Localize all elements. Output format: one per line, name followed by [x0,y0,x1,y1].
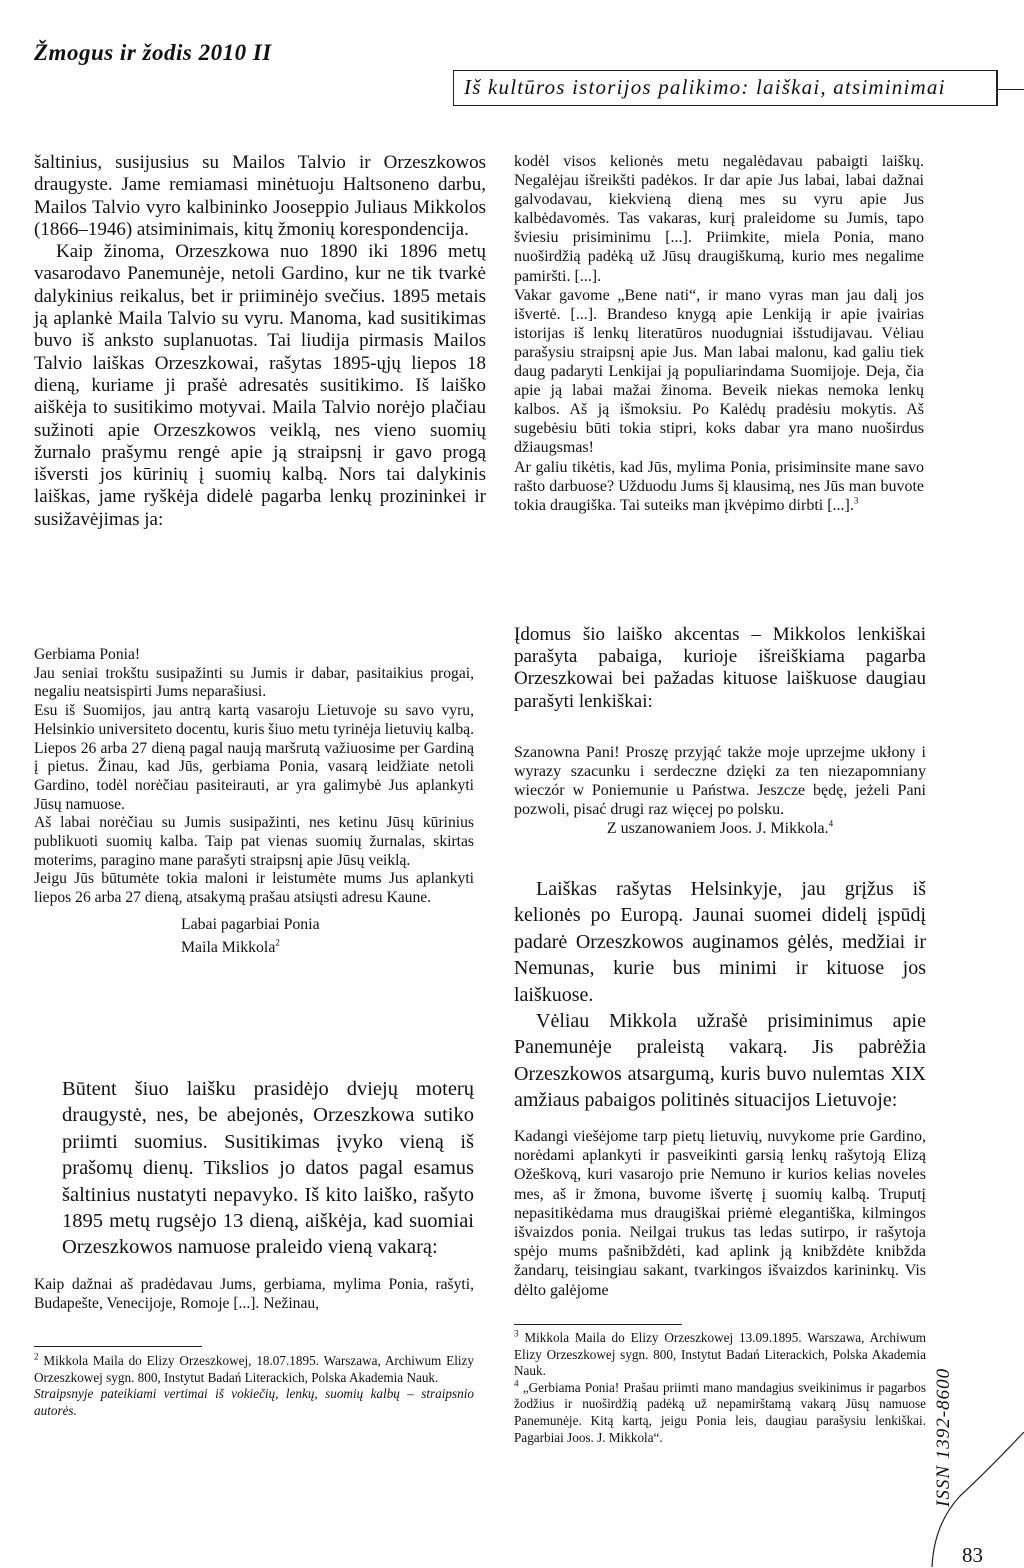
footnote-2-note: Straipsnyje pateikiami vertimai iš vokiečių, lenkų, suomių kalbų – straipsnio autorės. [34,1386,474,1418]
left-paragraph-3: Būtent šiuo laišku prasidėjo dviejų moterų draugystė, nes, be abejonės, Orzeszkowa sutiko priimti suomius. Susitikimas įvyko vieną iš prašomų dienų. Tikslios jo datos pagal esamus šaltinius nustatyti nepavyko. Iš kito laiško, rašyto 1895 metų rugsėjo 13 dieną, aiškėja, kad suomiai Orzeszkowos namuose praleido vieną vakarą: [62,1078,474,1259]
letter-line: Jeigu Jūs būtumėte tokia maloni ir leistumėte mums Jus aplankyti liepos 26 arba 27 dieną, atsakymą prašau atsiųsti adresu Kaune. [34,870,474,907]
left-column [34,152,486,531]
right-paragraph-3: Vėliau Mikkola užrašė prisiminimus apie Panemunėje praleistą vakarą. Jis pabrėžia Orzeszkowos atsargumą, kuris buvo nulemtas XIX amžiaus pabaigos politinės situacijos Lietuvoje: [514,1010,926,1112]
footnote-3: $^3$ Mikkola Maila do Elizy Orzeszkowej 13.09.1895. Warszawa, Archiwum Elizy Orzeszkowej sygn. 800, Instytut Badań Literackich, Polska Akademia Nauk. [514,1328,926,1379]
letter-line: Esu iš Suomijos, jau antrą kartą vasaroju Lietuvoje su savo vyru, Helsinkio universiteto docentu, kuris šiuo metu tyrinėja lietuvių kalbą. Liepos 26 arba 27 dieną pagal naują maršrutą važiuosime per Gardiną į pietus. Žinau, kad Jūs, gerbiama Ponia, vasarą leidžiate netoli Gardino, todėl norėčiau pasiteirauti, ar yra galimybė Jus aplankyti Jūsų namuose. [34,702,475,813]
left-quote-text: Kaip dažnai aš pradėdavau Jums, gerbiama, mylima Ponia, rašyti, Budapešte, Venecijoje, Romoje [...]. Nežinau, [34,1276,474,1312]
right-quote-1: kodėl visos kelionės metu negalėdavau pabaigti laiškų. Negalėjau išreikšti padėkos. Ir dar apie Jus labai, labai dažnai galvodavau, kiekvieną dieną mes su vyru apie Jus kalbėdavomės. Tas vakaras, kurį praleidome su Jumis, tapo šviesiu prisiminimu [...]. Priimkite, miela Ponia, mano nuoširdžią padėką už Jūsų draugiškumą, kurio mes negalime pamiršti. [...]. [514,153,924,285]
polish-quote-text: Szanowna Pani! Proszę przyjąć także moje uprzejme ukłony i wyrazy szacunku i serdeczne dzięki za ten niezapomniany wieczór w Poniemunie u Państwa. Jeszcze będę, jeżeli Pani pozwoli, pisać drugi raz więcej po polsku. [514,744,926,819]
left-continuation [62,1076,474,1261]
right-quote-4-wrap [514,1127,926,1300]
right-paragraph-2: Laiškas rašytas Helsinkyje, jau grįžus iš kelionės po Europą. Jaunai suomei didelį įspūdį padarė Orzeszkowos auginamos gėlės, medžiai ir Nemunas, kurie bus minimi ir kituose jos laiškuose. [514,878,926,1006]
section-header-rule [998,89,1024,90]
right-quote-2: Vakar gavome „Bene nati“, ir mano vyras man jau dalį jos išvertė. [...]. Brandeso knygą apie Lenkiją ir apie įvairias istorijas iš lenkų literatūros nuodugniai išstudijavau. Vėliau parašysiu straipsnį apie Jus. Man labai malonu, kad galiu tiek daug padaryti Lenkijai ją populiarindama Suomijoje. Deja, čia apie ją labai mažai žinoma. Beveik niekas nemoka lenkų kalbos. Aš ją išmoksiu. Po Kalėdų pradėsiu mokytis. Aš sugebėsiu būti tokia stipri, koks dabar yra mano nuoširdus džiaugsmas! [514,286,924,457]
left-quote [34,1276,474,1313]
right-footnotes [514,1330,926,1446]
footnote-ref: 4 [828,819,834,830]
right-paragraph-1: Įdomus šio laiško akcentas – Mikkolos lenkiškai parašyta pabaiga, kurioje išreiškiama pagarba Orzeszkowai bei pažadas kituose laiškuose daugiau parašyti lenkiškai: [514,624,926,712]
page-number: 83 [962,1543,983,1567]
footnote-rule-right [514,1324,682,1325]
left-footnotes [34,1353,474,1419]
polish-signature: Z uszanowaniem Joos. J. Mikkola.$^4$ [606,819,834,838]
signature-line-1: Labai pagarbiai Ponia [181,915,320,933]
signature-line-2: Maila Mikkola$^2$ [181,937,280,956]
journal-title: Žmogus ir žodis 2010 II [34,40,272,65]
letter-salutation: Gerbiama Ponia! [34,646,141,663]
polish-quote [514,743,926,838]
footnote-ref: 3 [853,495,859,506]
footnote-2: $^2$ Mikkola Maila do Elizy Orzeszkowej, 18.07.1895. Warszawa, Archiwum Elizy Orzeszkowej sygn. 800, Instytut Badań Literackich, Polska Akademia Nauk. [34,1351,474,1385]
section-label: Iš kultūros istorijos palikimo: laiškai, atsiminimai [464,75,946,99]
right-column-quote [514,152,924,515]
right-paragraphs [514,876,926,1114]
left-paragraph-2: Kaip žinoma, Orzeszkowa nuo 1890 iki 1896 metų vasarodavo Panemunėje, netoli Gardino, kur ne tik tvarkė dalykinius reikalus, bet ir priiminėjo svečius. 1895 metais ją aplankė Maila Talvio su vyru. Manoma, kad susitikimas buvo iš anksto suplanuotas. Tai liudija pirmasis Mailos Talvio laiškas Orzeszkowai, rašytas 1895-ųjų liepos 18 dieną, kuriame ji prašė adresatės susitikimo. Iš laiško aiškėja to susitikimo motyvai. Maila Talvio norėjo plačiau sužinoti apie Orzeszkowos veiklą, nes vieno suomių žurnalo prašymu rengė apie ją straipsnį ir gavo progą išversti jos kūrinių į suomių kalbą. Nors tai dalykinis laiškas, jame ryškėja didelė pagarba lenkų prozininkei ir susižavėjimas ja: [34,241,486,530]
right-quote-4: Kadangi viešėjome tarp pietų lietuvių, nuvykome prie Gardino, norėdami aplankyti ir pasveikinti garsią lenkų rašytoją Elizą Ožeškovą, kuri vasarojo prie Nemuno ir kurios kelias noveles mes, aš ir žmona, buvome išvertę į suomių kalbą. Truputį nepasitikėdama mus draugiškai priėmė elegantiška, kilmingos išvaizdos ponia. Neilgai trukus tas ledas sutirpo, ir rašytoja spėjo mums pašnibždėti, kad aplink ją knibždėte knibžda žandarų, teisingiau sakant, tvarkingos išvaizdos karininkų. Vis dėlto galėjome [514,1128,926,1299]
right-paragraph-1-wrap [514,624,926,713]
footnote-rule-left [34,1346,202,1347]
letter-line: Jau seniai trokštu susipažinti su Jumis ir dabar, pasitaikius progai, negaliu neatsispirti Jums neparašiusi. [34,664,474,701]
left-paragraph-1: šaltinius, susijusius su Mailos Talvio ir Orzeszkowos draugyste. Jame remiamasi minėtuoju Haltsoneno darbu, Mailos Talvio vyro kalbininko Jooseppio Juliaus Mikkolos (1866–1946) atsiminimais, kitų žmonių korespondencija. [34,152,486,240]
letter-block [34,646,474,959]
footnote-ref: 2 [275,937,280,948]
issn-label: ISSN 1392-8600 [933,1367,954,1507]
letter-signature [34,913,474,959]
right-quote-3: Ar galiu tikėtis, kad Jūs, mylima Ponia, prisiminsite mane savo rašto darbuose? Užduodu Jums šį klausimą, nes Jūs man buvote tokia draugiška. Tai suteiks man įkvėpimo dirbti [...].$^3$ [514,458,924,514]
letter-line: Aš labai norėčiau su Jumis susipažinti, nes ketinu Jūsų kūrinius publikuoti suomių kalba. Taip pat vienas suomių žurnalas, skirtas moterims, paragino mane parašyti straipsnį apie Jūsų veiklą. [34,814,474,869]
footnote-4: $^4$ „Gerbiama Ponia! Prašau priimti mano mandagius sveikinimus ir pagarbos žodžius ir nuoširdžią padėką už nepamirštamą vakarą Jūsų namuose Panemunėje. Kitą kartą, jeigu Ponia leis, daugiau parašysiu lenkiškai. Pagarbiai Joos. J. Mikkola“. [514,1378,926,1445]
